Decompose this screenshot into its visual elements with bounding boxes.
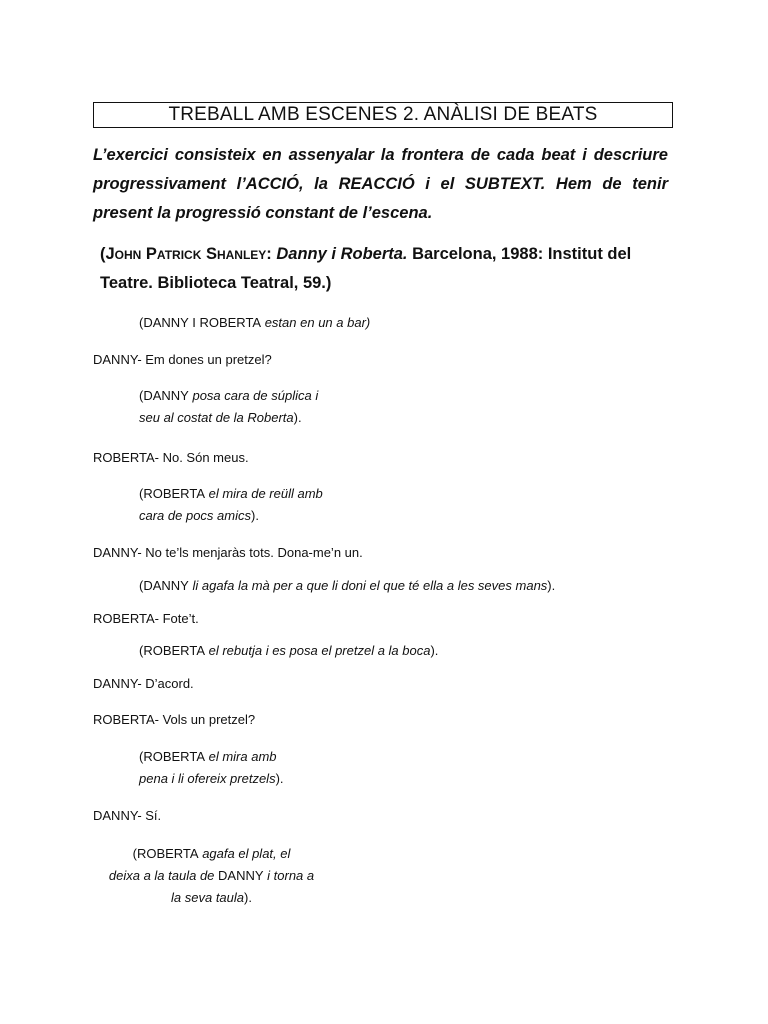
character-name: DANNY I ROBERTA <box>143 315 262 330</box>
dialogue-line: ROBERTA- No. Són meus. <box>93 450 249 465</box>
paren: ( <box>139 315 144 330</box>
stage-direction <box>139 575 555 597</box>
citation-details-1: Barcelona, 1988: Institut del <box>407 245 632 263</box>
paren: ( <box>139 749 144 764</box>
paren: ( <box>139 643 144 658</box>
stage-direction <box>139 640 438 662</box>
dialogue-line: DANNY- Sí. <box>93 808 162 823</box>
citation-author: John Patrick Shanley <box>105 245 267 263</box>
paren: ). <box>430 643 439 658</box>
direction-text: i torna a <box>263 868 315 883</box>
character-name: ROBERTA <box>136 846 199 861</box>
paren: ). <box>251 508 259 523</box>
instructions-line-2: progressivament l’ACCIÓ, la REACCIÓ i el SUBTEXT. Hem de tenir <box>93 175 668 193</box>
dialogue-line: DANNY- No te’ls menjaràs tots. Dona-me’n un. <box>93 545 363 560</box>
paren: ). <box>275 771 284 786</box>
stage-direction <box>139 312 370 334</box>
instructions-line-1: L’exercici consisteix en assenyalar la frontera de cada beat i descriure <box>93 146 668 164</box>
direction-text: posa cara de súplica i <box>188 388 319 403</box>
direction-text: seu al costat de la Roberta <box>139 410 294 425</box>
character-name: DANNY <box>218 868 264 883</box>
paren: ). <box>547 578 556 593</box>
citation-details-2: Teatre. Biblioteca Teatral, 59.) <box>100 274 332 292</box>
stage-direction <box>139 385 318 429</box>
character-name: ROBERTA <box>143 486 205 501</box>
paren: ). <box>244 890 252 905</box>
dialogue-line: ROBERTA- Vols un pretzel? <box>93 712 256 727</box>
direction-text: li agafa la mà per a que li doni el que té ella a les seves mans <box>188 578 548 593</box>
character-name: ROBERTA <box>143 749 205 764</box>
dialogue-line: ROBERTA- Fote’t. <box>93 611 199 626</box>
direction-text: estan en un a bar) <box>261 315 371 330</box>
direction-text: el mira de reüll amb <box>205 486 323 501</box>
direction-text: el rebutja i es posa el pretzel a la boca <box>205 643 431 658</box>
character-name: DANNY <box>143 388 189 403</box>
direction-text: deixa a la taula de <box>108 868 219 883</box>
paren: ( <box>139 388 144 403</box>
citation-open-paren: ( <box>100 245 106 263</box>
dialogue-line: DANNY- Em dones un pretzel? <box>93 352 272 367</box>
citation-colon: : <box>266 245 277 263</box>
character-name: ROBERTA <box>143 643 205 658</box>
paren: ). <box>293 410 302 425</box>
direction-text: la seva taula <box>171 890 245 905</box>
document-title: TREBALL AMB ESCENES 2. ANÀLISI DE BEATS <box>93 102 673 128</box>
paren: ( <box>132 846 137 861</box>
direction-text: cara de pocs amics <box>139 508 251 523</box>
stage-direction <box>95 843 328 909</box>
direction-text: agafa el plat, el <box>198 846 291 861</box>
character-name: DANNY <box>143 578 189 593</box>
stage-direction <box>139 483 323 527</box>
instructions-line-3: present la progressió constant de l’escena. <box>93 204 433 222</box>
paren: ( <box>139 486 144 501</box>
direction-text: el mira amb <box>205 749 277 764</box>
citation-work-title: Danny i Roberta. <box>276 245 408 263</box>
stage-direction <box>139 746 284 790</box>
direction-text: pena i li ofereix pretzels <box>139 771 276 786</box>
dialogue-line: DANNY- D’acord. <box>93 676 194 691</box>
paren: ( <box>139 578 144 593</box>
